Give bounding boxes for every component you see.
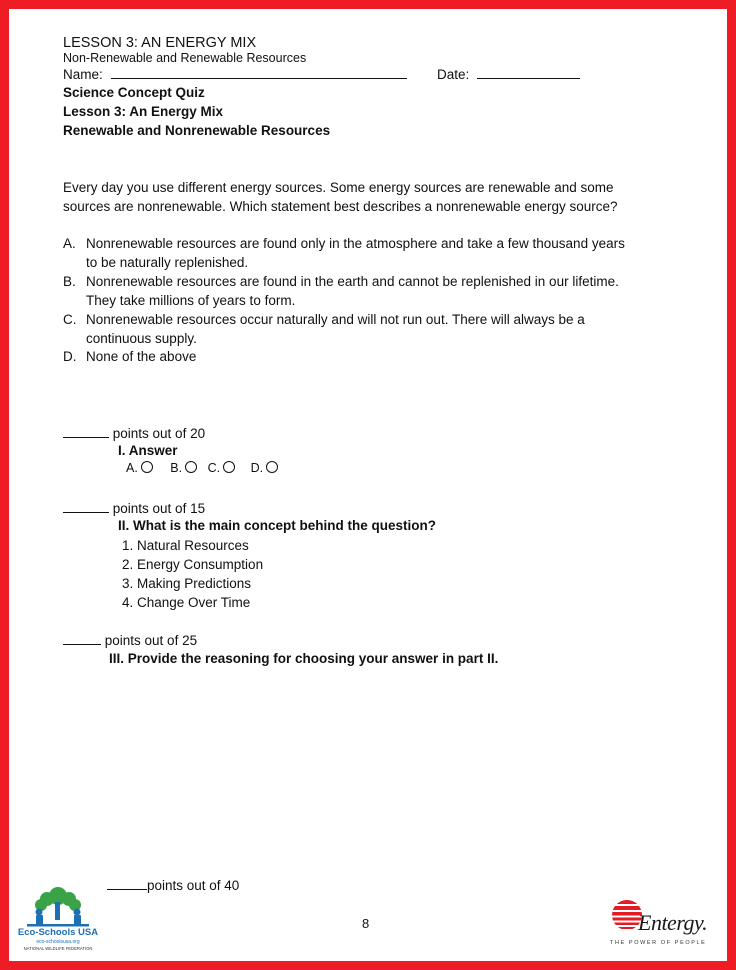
answer-options — [126, 461, 278, 475]
concept-item: 1. Natural Resources — [122, 538, 249, 553]
lesson-subtitle: Non-Renewable and Renewable Resources — [63, 51, 307, 65]
date-label: Date: — [437, 67, 470, 82]
question-line-2: sources are nonrenewable. Which statement best describes a nonrenewable energy source? — [63, 199, 618, 214]
total-score-blank[interactable] — [107, 877, 147, 890]
choice-letter: D. — [63, 349, 77, 364]
page-number: 8 — [362, 916, 370, 931]
lesson-header: LESSON 3: AN ENERGY MIX — [63, 35, 257, 51]
total-points-label: points out of 40 — [147, 878, 240, 893]
part2-score — [63, 500, 205, 516]
choice-text: Nonrenewable resources are found only in the atmosphere and take a few thousand years — [86, 236, 625, 251]
answer-option-c[interactable]: C. — [208, 461, 236, 475]
choice-text: continuous supply. — [86, 331, 197, 346]
eco-logo-org: NATIONAL WILDLIFE FEDERATION — [23, 946, 93, 951]
concept-item: 4. Change Over Time — [122, 595, 251, 610]
answer-option-a[interactable]: A. — [126, 461, 153, 475]
part2-points-label: points out of 15 — [112, 501, 206, 516]
part1-score — [63, 425, 205, 441]
date-row — [437, 66, 580, 82]
choice-text: They take millions of years to form. — [86, 293, 296, 308]
part3-score — [63, 632, 197, 648]
eco-logo-url: eco-schoolsusa.org — [36, 939, 80, 945]
part1-score-blank[interactable] — [63, 425, 109, 438]
name-field[interactable] — [111, 66, 407, 79]
choice-text: to be naturally replenished. — [86, 255, 249, 270]
radio-circle-icon — [141, 461, 153, 473]
choice-letter: A. — [63, 236, 76, 251]
name-label: Name: — [63, 67, 103, 82]
part2-heading: II. What is the main concept behind the question? — [118, 518, 437, 533]
answer-option-b[interactable]: B. — [170, 461, 197, 475]
part3-score-blank[interactable] — [63, 632, 101, 645]
name-row — [63, 66, 407, 82]
choice-text: Nonrenewable resources are found in the earth and cannot be replenished in our lifetime. — [86, 274, 619, 289]
part2-score-blank[interactable] — [63, 500, 109, 513]
choice-letter: B. — [63, 274, 76, 289]
quiz-topic: Renewable and Nonrenewable Resources — [63, 123, 331, 138]
radio-circle-icon — [223, 461, 235, 473]
concept-item: 3. Making Predictions — [122, 576, 252, 591]
radio-circle-icon — [185, 461, 197, 473]
choice-text: Nonrenewable resources occur naturally and will not run out. There will always be a — [86, 312, 585, 327]
quiz-lesson: Lesson 3: An Energy Mix — [63, 104, 224, 119]
entergy-logo — [608, 898, 720, 954]
part3-heading: III. Provide the reasoning for choosing your answer in part II. — [109, 651, 499, 666]
date-field[interactable] — [477, 66, 580, 79]
answer-option-d[interactable]: D. — [251, 461, 279, 475]
radio-circle-icon — [266, 461, 278, 473]
part1-heading: I. Answer — [118, 443, 178, 458]
entergy-tagline: THE POWER OF PEOPLE — [610, 940, 707, 946]
concept-item: 2. Energy Consumption — [122, 557, 264, 572]
choice-text: None of the above — [86, 349, 197, 364]
eco-logo-text: Eco-Schools USA — [17, 927, 99, 938]
eco-schools-logo — [17, 884, 99, 954]
quiz-title: Science Concept Quiz — [63, 85, 205, 100]
choice-letter: C. — [63, 312, 77, 327]
total-score — [107, 877, 239, 893]
question-line-1: Every day you use different energy sources. Some energy sources are renewable and some — [63, 180, 614, 195]
part3-points-label: points out of 25 — [104, 633, 198, 648]
tree-icon — [17, 884, 99, 928]
part1-points-label: points out of 20 — [112, 426, 206, 441]
entergy-name: Entergy. — [638, 910, 708, 935]
